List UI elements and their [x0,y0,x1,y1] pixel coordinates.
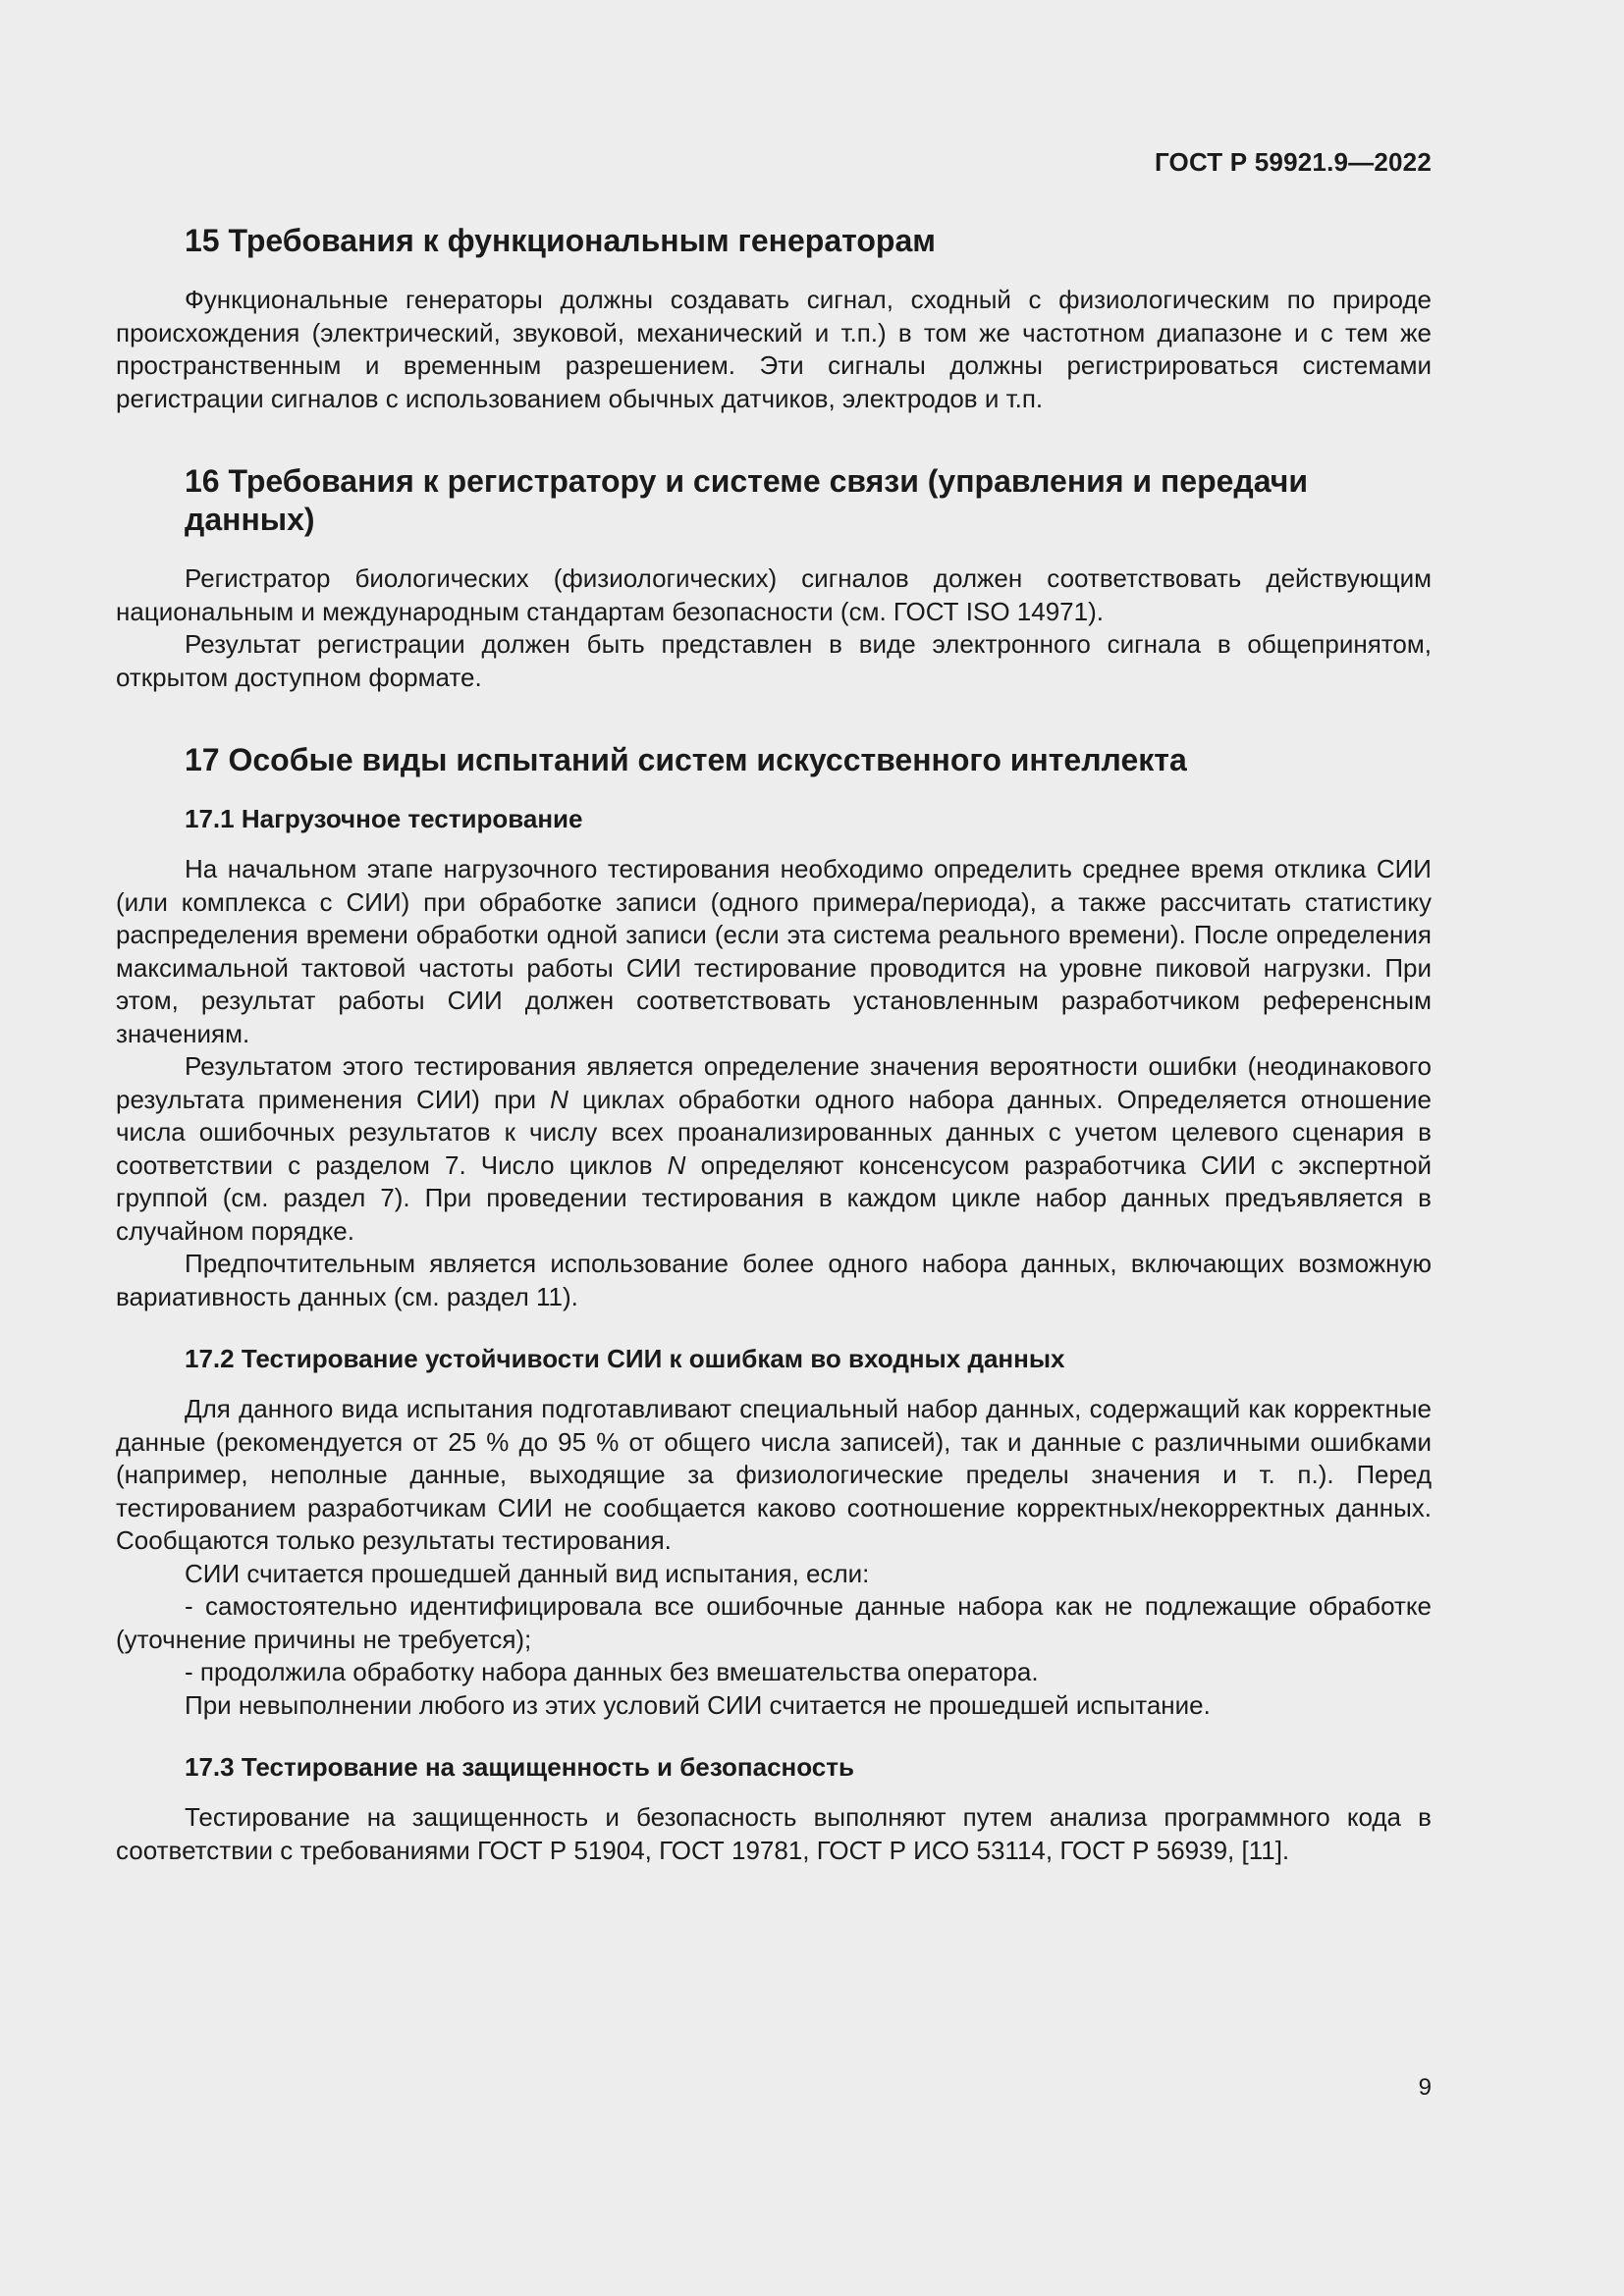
section-16-paragraph-2: Результат регистрации должен быть представлен в виде электронного сигнала в общепринятом, открытом доступном формате. [116,629,1432,692]
subsection-17-2 [116,1343,1432,1722]
page-number: 9 [1418,2074,1432,2101]
section-15-title: 15 Требования к функциональным генераторам [185,223,936,258]
subsection-17-3 [116,1751,1432,1867]
subsection-17-1-paragraph-2 [116,1050,1432,1248]
section-17 [116,741,1432,1867]
section-17-title: 17 Особые виды испытаний систем искусственного интеллекта [185,742,1187,777]
paragraph-2-part-c: определяют консенсусом разработчика СИИ с экспертной группой (см. раздел 7). При проведении тестирования в каждом цикле набор данных предъявляется в случайном порядке. [116,1149,1432,1246]
section-15-paragraph-1: Функциональные генераторы должны создавать сигнал, сходный с физиологическим по природе происхождения (электрический, звуковой, механический и т.п.) в том же частотном диапазоне и с тем же пространственным и временным разрешением. Эти сигналы должны регистрироваться системами регистрации сигналов с использованием обычных датчиков, электродов и т.п. [116,285,1432,413]
section-16 [116,462,1432,694]
subsection-17-1-paragraph-3: Предпочтительным является использование более одного набора данных, включающих возможную вариативность данных (см. раздел 11). [116,1249,1432,1311]
subsection-17-3-title: 17.3 Тестирование на защищенность и безопасность [185,1752,854,1782]
document-page [116,0,1432,2296]
variable-n: N [667,1149,686,1180]
subsection-17-2-title: 17.2 Тестирование устойчивости СИИ к ошибкам во входных данных [185,1344,1065,1373]
subsection-17-2-paragraph-1: Для данного вида испытания подготавливают специальный набор данных, содержащий как корректные данные (рекомендуется от 25 % до 95 % от общего числа записей), так и данные с различными ошибками (например, неполные данные, выходящие за физиологические пределы значения и т. п.). Перед тестированием разработчикам СИИ не сообщается каково соотношение корректных/некорректных данных. Сообщаются только результаты тестирования. [116,1394,1432,1555]
list-item: - самостоятельно идентифицировала все ошибочные данные набора как не подлежащие обработке (уточнение причины не требуется); [116,1591,1432,1654]
subsection-17-1-title: 17.1 Нагрузочное тестирование [185,804,583,833]
subsection-17-2-paragraph-3: При невыполнении любого из этих условий СИИ считается не прошедшей испытание. [185,1689,1211,1720]
document-body [116,222,1432,1902]
paragraph-2-part-b: циклах обработки одного набора данных. Определяется отношение числа ошибочных результатов к числу всех проанализированных данных с учетом целевого сценария в соответствии с разделом 7. Число циклов [116,1084,1432,1180]
section-16-paragraph-1: Регистратор биологических (физиологических) сигналов должен соответствовать действующим национальным и международным стандартам безопасности (см. ГОСТ ISO 14971). [116,563,1432,626]
subsection-17-2-paragraph-2: СИИ считается прошедшей данный вид испытания, если: [185,1558,870,1588]
section-16-title: 16 Требования к регистратору и системе связи (управления и передачи данных) [185,463,1308,537]
subsection-17-1-paragraph-1: На начальном этапе нагрузочного тестирования необходимо определить среднее время отклика СИИ (или комплекса с СИИ) при обработке записи (одного примера/периода), а также рассчитать статистику распределения времени обработки одной записи (если эта система реального времени). После определения максимальной тактовой частоты работы СИИ тестирование проводится на уровне пиковой нагрузки. При этом, результат работы СИИ должен соответствовать установленным разработчиком референсным значениям. [116,854,1432,1048]
document-id-header: ГОСТ Р 59921.9—2022 [1154,147,1432,177]
paragraph-2-part-a: Результатом этого тестирования является определение значения вероятности ошибки (неодинакового результата применения СИИ) при [116,1051,1432,1114]
list-item: - продолжила обработку набора данных без вмешательства оператора. [185,1657,1039,1686]
subsection-17-1 [116,803,1432,1313]
variable-n: N [550,1084,568,1114]
section-15 [116,222,1432,415]
subsection-17-3-paragraph-1: Тестирование на защищенность и безопасность выполняют путем анализа программного кода в соответствии с требованиями ГОСТ Р 51904, ГОСТ 19781, ГОСТ Р ИСО 53114, ГОСТ Р 56939, [11]. [116,1802,1432,1865]
